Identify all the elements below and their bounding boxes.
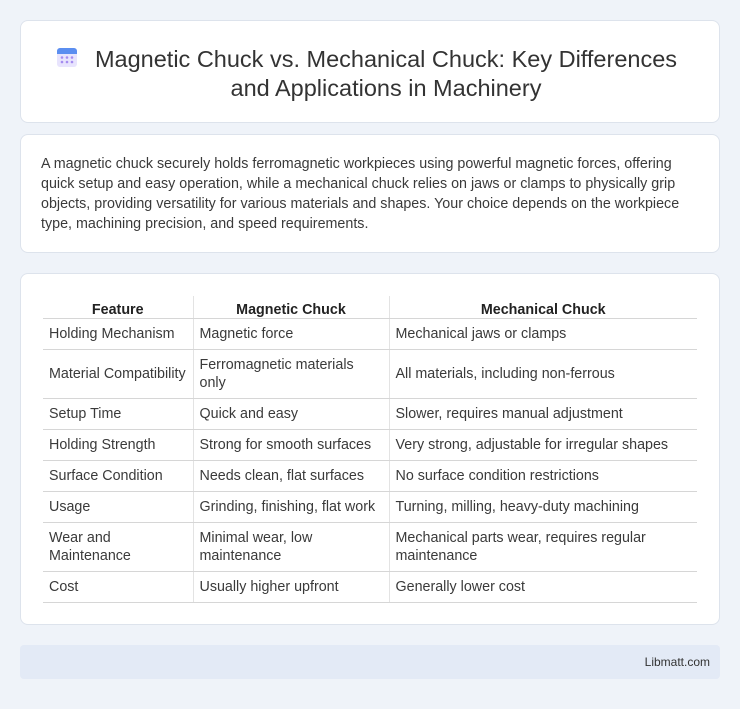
table-row — [43, 429, 697, 460]
table-cell: Quick and easy — [193, 398, 389, 429]
table-cell: Surface Condition — [43, 460, 193, 491]
title-card — [20, 20, 720, 123]
table-row — [43, 571, 697, 602]
table-cell: Needs clean, flat surfaces — [193, 460, 389, 491]
table-cell: Minimal wear, low maintenance — [193, 522, 389, 571]
comparison-table — [43, 296, 697, 603]
table-cell: Mechanical jaws or clamps — [389, 318, 697, 349]
table-cell: Generally lower cost — [389, 571, 697, 602]
intro-card — [20, 134, 720, 253]
column-header-mechanical-chuck: Mechanical Chuck — [389, 296, 697, 318]
table-cell: Cost — [43, 571, 193, 602]
table-row — [43, 491, 697, 522]
column-header-feature: Feature — [43, 296, 193, 318]
table-cell: Grinding, finishing, flat work — [193, 491, 389, 522]
table-row — [43, 398, 697, 429]
table-cell: Usage — [43, 491, 193, 522]
footer — [20, 645, 720, 679]
comparison-table-card — [20, 273, 720, 625]
table-row — [43, 349, 697, 398]
table-row — [43, 460, 697, 491]
table-cell: Very strong, adjustable for irregular shapes — [389, 429, 697, 460]
table-row — [43, 522, 697, 571]
table-row — [43, 318, 697, 349]
table-cell: Strong for smooth surfaces — [193, 429, 389, 460]
table-cell: Turning, milling, heavy-duty machining — [389, 491, 697, 522]
table-cell: Wear and Maintenance — [43, 522, 193, 571]
table-cell: Magnetic force — [193, 318, 389, 349]
table-cell: Mechanical parts wear, requires regular maintenance — [389, 522, 697, 571]
table-cell: No surface condition restrictions — [389, 460, 697, 491]
table-cell: Usually higher upfront — [193, 571, 389, 602]
column-header-magnetic-chuck: Magnetic Chuck — [193, 296, 389, 318]
table-cell: Slower, requires manual adjustment — [389, 398, 697, 429]
table-cell: Ferromagnetic materials only — [193, 349, 389, 398]
table-cell: All materials, including non-ferrous — [389, 349, 697, 398]
intro-paragraph: A magnetic chuck securely holds ferromagnetic workpieces using powerful magnetic forces, offering quick setup and easy operation, while a mechanical chuck relies on jaws or clamps to physically grip objects, providing versatility for various materials and shapes. Your choice depends on the workpiece type, machining precision, and speed requirements. — [41, 156, 680, 232]
table-cell: Material Compatibility — [43, 349, 193, 398]
table-cell: Holding Strength — [43, 429, 193, 460]
footer-brand[interactable]: Libmatt.com — [644, 655, 710, 669]
table-cell: Holding Mechanism — [43, 318, 193, 349]
table-cell: Setup Time — [43, 398, 193, 429]
table-header-row — [43, 296, 697, 318]
page-title: Magnetic Chuck vs. Mechanical Chuck: Key Differences and Applications in Machinery — [94, 46, 678, 101]
